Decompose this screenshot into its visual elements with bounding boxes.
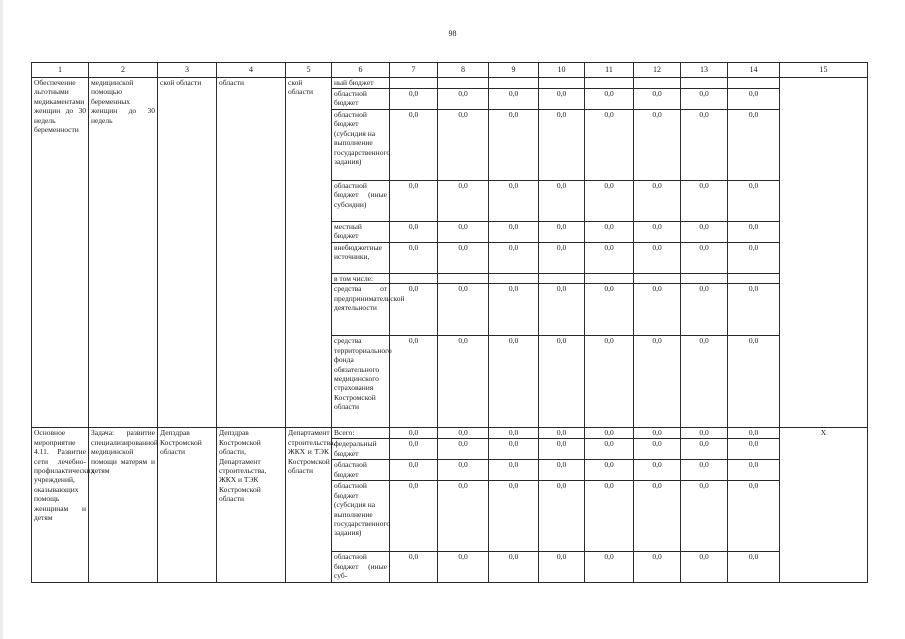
value-cell: 0,0: [539, 428, 585, 439]
value-cell: 0,0: [634, 110, 681, 181]
value-cell: 0,0: [390, 460, 438, 481]
value-cell: 0,0: [585, 460, 634, 481]
funding-source: областной бюджет (субсидия на выполнение государственного задания): [332, 481, 390, 552]
value-cell: 0,0: [539, 89, 585, 110]
col-header: 3: [158, 63, 217, 78]
value-cell: 0,0: [634, 428, 681, 439]
value-cell: 0,0: [539, 243, 585, 274]
col-header: 15: [780, 63, 868, 78]
empty-cell: [438, 78, 489, 89]
value-cell: 0,0: [390, 181, 438, 222]
value-cell: 0,0: [585, 439, 634, 460]
col-header: 5: [286, 63, 332, 78]
value-cell: 0,0: [539, 284, 585, 336]
value-cell: 0,0: [681, 89, 728, 110]
value-cell: 0,0: [634, 89, 681, 110]
value-cell: 0,0: [539, 552, 585, 583]
value-cell: 0,0: [539, 336, 585, 428]
value-cell: 0,0: [489, 460, 539, 481]
value-cell: 0,0: [489, 243, 539, 274]
empty-cell: [728, 274, 780, 284]
value-cell: 0,0: [390, 439, 438, 460]
value-cell: 0,0: [585, 552, 634, 583]
task-text: медицинской помощью беременных женщин до 30 недель: [89, 78, 158, 428]
empty-cell: [780, 78, 868, 428]
header-row: [32, 63, 868, 78]
x-mark: X: [780, 428, 868, 583]
value-cell: 0,0: [728, 552, 780, 583]
empty-cell: [681, 274, 728, 284]
value-cell: 0,0: [539, 222, 585, 243]
value-cell: 0,0: [390, 481, 438, 552]
value-cell: 0,0: [728, 428, 780, 439]
value-cell: 0,0: [634, 481, 681, 552]
value-cell: 0,0: [634, 439, 681, 460]
value-cell: 0,0: [681, 110, 728, 181]
funding-source: Всего:: [332, 428, 390, 439]
customer: ской области: [158, 78, 217, 428]
value-cell: 0,0: [681, 428, 728, 439]
scan-edge: [0, 0, 3, 639]
value-cell: 0,0: [728, 284, 780, 336]
col-header: 9: [489, 63, 539, 78]
value-cell: 0,0: [728, 439, 780, 460]
program-table: [31, 62, 868, 583]
value-cell: 0,0: [585, 481, 634, 552]
value-cell: 0,0: [390, 428, 438, 439]
col-header: 4: [217, 63, 286, 78]
empty-cell: [634, 274, 681, 284]
value-cell: 0,0: [438, 284, 489, 336]
funding-source: ный бюджет: [332, 78, 390, 89]
value-cell: 0,0: [634, 284, 681, 336]
value-cell: 0,0: [438, 110, 489, 181]
customer: Депздрав Костромской области: [158, 428, 217, 583]
value-cell: 0,0: [390, 110, 438, 181]
empty-cell: [438, 274, 489, 284]
col-header: 1: [32, 63, 89, 78]
value-cell: 0,0: [634, 460, 681, 481]
col-header: 11: [585, 63, 634, 78]
value-cell: 0,0: [390, 222, 438, 243]
col-header: 8: [438, 63, 489, 78]
funding-source: областной бюджет (иные суб-: [332, 552, 390, 583]
funding-source: средства от предпринимательской деятельности: [332, 284, 390, 336]
value-cell: 0,0: [681, 439, 728, 460]
executor: области: [217, 78, 286, 428]
page-number: 98: [448, 29, 457, 38]
funding-source: областной бюджет (субсидия на выполнение государственного задания): [332, 110, 390, 181]
value-cell: 0,0: [728, 481, 780, 552]
value-cell: 0,0: [585, 428, 634, 439]
value-cell: 0,0: [489, 181, 539, 222]
value-cell: 0,0: [438, 181, 489, 222]
value-cell: 0,0: [585, 222, 634, 243]
funding-source: внебюджетные источники,: [332, 243, 390, 274]
table-row: [32, 78, 868, 89]
task-text: Задача: развитие специализированной медицинской помощи матерям и детям: [89, 428, 158, 583]
value-cell: 0,0: [681, 336, 728, 428]
col-header: 6: [332, 63, 390, 78]
value-cell: 0,0: [634, 222, 681, 243]
value-cell: 0,0: [585, 336, 634, 428]
value-cell: 0,0: [634, 243, 681, 274]
col-header: 7: [390, 63, 438, 78]
funding-source: местный бюджет: [332, 222, 390, 243]
value-cell: 0,0: [681, 181, 728, 222]
value-cell: 0,0: [681, 243, 728, 274]
empty-cell: [634, 78, 681, 89]
co-executor: Департамент строительства, ЖКХ и ТЭК Костромской области: [286, 428, 332, 583]
measure-name: Основное мероприятие 4.11. Развитие сети лечебно-профилактических учреждений, оказывающих помощь женщинам и детям: [32, 428, 89, 583]
empty-cell: [585, 274, 634, 284]
value-cell: 0,0: [585, 89, 634, 110]
measure-name: Обеспечение льготными медикаментами женщин до 30 недель беременности: [32, 78, 89, 428]
value-cell: 0,0: [489, 110, 539, 181]
value-cell: 0,0: [438, 89, 489, 110]
value-cell: 0,0: [539, 181, 585, 222]
value-cell: 0,0: [681, 552, 728, 583]
value-cell: 0,0: [539, 439, 585, 460]
value-cell: 0,0: [489, 284, 539, 336]
empty-cell: [681, 78, 728, 89]
empty-cell: [539, 78, 585, 89]
value-cell: 0,0: [728, 181, 780, 222]
col-header: 13: [681, 63, 728, 78]
value-cell: 0,0: [634, 181, 681, 222]
value-cell: 0,0: [539, 460, 585, 481]
value-cell: 0,0: [489, 336, 539, 428]
value-cell: 0,0: [585, 284, 634, 336]
value-cell: 0,0: [728, 460, 780, 481]
value-cell: 0,0: [438, 243, 489, 274]
value-cell: 0,0: [728, 110, 780, 181]
empty-cell: [728, 78, 780, 89]
empty-cell: [489, 274, 539, 284]
funding-source: в том числе:: [332, 274, 390, 284]
empty-cell: [585, 78, 634, 89]
value-cell: 0,0: [681, 222, 728, 243]
funding-source: областной бюджет: [332, 89, 390, 110]
value-cell: 0,0: [438, 460, 489, 481]
value-cell: 0,0: [390, 336, 438, 428]
value-cell: 0,0: [438, 552, 489, 583]
funding-source: областной бюджет (иные субсидии): [332, 181, 390, 222]
value-cell: 0,0: [390, 89, 438, 110]
value-cell: 0,0: [489, 552, 539, 583]
table-row: [32, 428, 868, 439]
value-cell: 0,0: [728, 243, 780, 274]
funding-source: областной бюджет: [332, 460, 390, 481]
value-cell: 0,0: [728, 336, 780, 428]
co-executor: ской области: [286, 78, 332, 428]
value-cell: 0,0: [390, 552, 438, 583]
value-cell: 0,0: [681, 481, 728, 552]
value-cell: 0,0: [438, 336, 489, 428]
empty-cell: [489, 78, 539, 89]
value-cell: 0,0: [489, 222, 539, 243]
value-cell: 0,0: [634, 336, 681, 428]
empty-cell: [390, 274, 438, 284]
value-cell: 0,0: [438, 439, 489, 460]
value-cell: 0,0: [489, 439, 539, 460]
value-cell: 0,0: [681, 460, 728, 481]
value-cell: 0,0: [634, 552, 681, 583]
value-cell: 0,0: [438, 428, 489, 439]
value-cell: 0,0: [681, 284, 728, 336]
value-cell: 0,0: [489, 428, 539, 439]
value-cell: 0,0: [539, 110, 585, 181]
funding-source: федеральный бюджет: [332, 439, 390, 460]
value-cell: 0,0: [489, 481, 539, 552]
empty-cell: [539, 274, 585, 284]
col-header: 14: [728, 63, 780, 78]
value-cell: 0,0: [438, 481, 489, 552]
value-cell: 0,0: [390, 243, 438, 274]
funding-source: средства территориального фонда обязательного медицинского страхования Костромской области: [332, 336, 390, 428]
value-cell: 0,0: [728, 89, 780, 110]
executor: Депздрав Костромской области, Департамент строительства, ЖКХ и ТЭК Костромской области: [217, 428, 286, 583]
value-cell: 0,0: [585, 243, 634, 274]
value-cell: 0,0: [585, 110, 634, 181]
value-cell: 0,0: [438, 222, 489, 243]
value-cell: 0,0: [390, 284, 438, 336]
empty-cell: [390, 78, 438, 89]
value-cell: 0,0: [539, 481, 585, 552]
value-cell: 0,0: [728, 222, 780, 243]
col-header: 12: [634, 63, 681, 78]
col-header: 10: [539, 63, 585, 78]
value-cell: 0,0: [585, 181, 634, 222]
col-header: 2: [89, 63, 158, 78]
value-cell: 0,0: [489, 89, 539, 110]
